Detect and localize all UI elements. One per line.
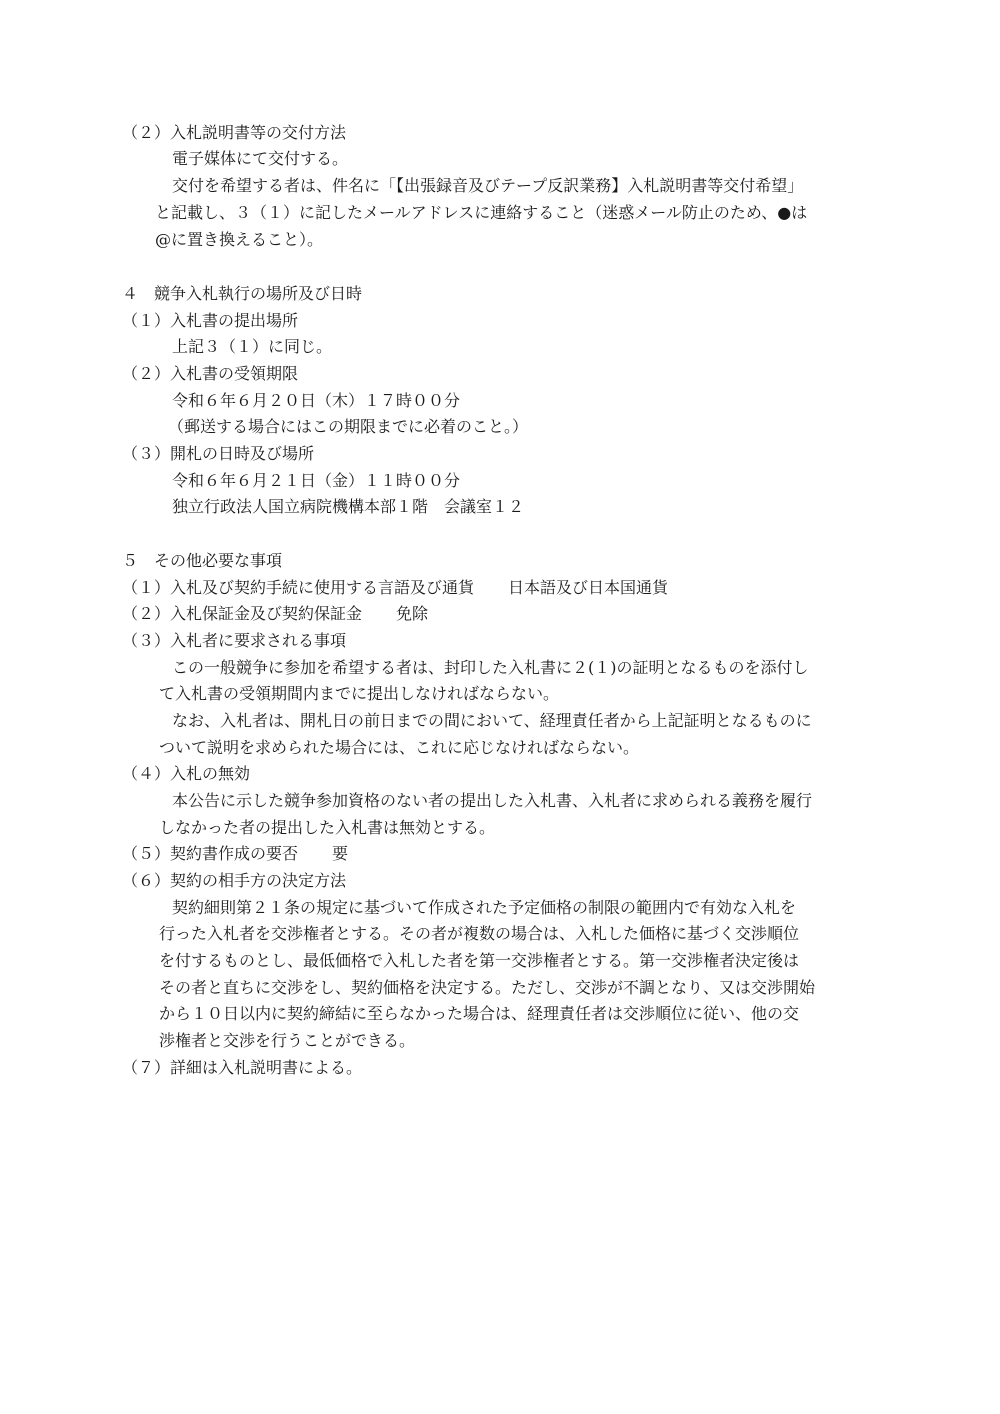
section-3-2-paragraph: @に置き換えること）。 bbox=[155, 230, 324, 249]
section-3-2-paragraph: 交付を希望する者は、件名に「【出張録音及びテープ反訳業務】入札説明書等交付希望」 bbox=[172, 176, 804, 195]
section-5-5-row bbox=[122, 841, 348, 867]
section-5-5-label: （５）契約書作成の要否 bbox=[122, 844, 299, 863]
section-5-6-paragraph: から１０日以内に契約締結に至らなかった場合は、経理責任者は交渉順位に従い、他の交 bbox=[159, 1004, 800, 1023]
section-5-6-paragraph: その者と直ちに交渉をし、契約価格を決定する。ただし、交渉が不調となり、又は交渉開始 bbox=[159, 978, 816, 997]
section-3-2-heading: （２）入札説明書等の交付方法 bbox=[122, 123, 347, 142]
section-5-6-heading: （６）契約の相手方の決定方法 bbox=[122, 871, 347, 890]
section-5-6-paragraph: を付するものとし、最低価格で入札した者を第一交渉権者とする。第一交渉権者決定後は bbox=[159, 951, 800, 970]
section-5-6-paragraph: 渉権者と交渉を行うことができる。 bbox=[159, 1031, 416, 1050]
section-5-3-paragraph: て入札書の受領期間内までに提出しなければならない。 bbox=[159, 684, 560, 703]
section-5-7-text: （７）詳細は入札説明書による。 bbox=[122, 1058, 363, 1077]
section-5-3-heading: （３）入札者に要求される事項 bbox=[122, 631, 347, 650]
section-5-4-paragraph: しなかった者の提出した入札書は無効とする。 bbox=[159, 818, 496, 837]
section-4-2-note: （郵送する場合にはこの期限までに必着のこと。） bbox=[168, 417, 529, 436]
section-5-3-paragraph: ついて説明を求められた場合には、これに応じなければならない。 bbox=[159, 738, 640, 757]
section-5-3-paragraph: なお、入札者は、開札日の前日までの間において、経理責任者から上記証明となるものに bbox=[172, 711, 812, 730]
section-5-1-value: 日本語及び日本国通貨 bbox=[508, 578, 669, 597]
section-5-2-value: 免除 bbox=[396, 604, 429, 623]
section-4-heading: ４ 競争入札執行の場所及び日時 bbox=[122, 284, 363, 303]
section-5-3-paragraph: この一般競争に参加を希望する者は、封印した入札書に２(１)の証明となるものを添付し bbox=[172, 658, 809, 677]
section-5-5-value: 要 bbox=[332, 844, 349, 863]
section-4-3-heading: （３）開札の日時及び場所 bbox=[122, 444, 315, 463]
section-3-2-paragraph: 電子媒体にて交付する。 bbox=[172, 149, 349, 168]
section-5-2-row bbox=[122, 601, 428, 627]
section-4-1-heading: （１）入札書の提出場所 bbox=[122, 311, 299, 330]
section-5-1-label: （１）入札及び契約手続に使用する言語及び通貨 bbox=[122, 578, 475, 597]
section-4-3-datetime: 令和６年６月２１日（金）１１時００分 bbox=[172, 471, 461, 490]
section-5-4-heading: （４）入札の無効 bbox=[122, 764, 251, 783]
section-4-2-deadline: 令和６年６月２０日（木）１７時００分 bbox=[172, 391, 461, 410]
section-5-6-paragraph: 契約細則第２１条の規定に基づいて作成された予定価格の制限の範囲内で有効な入札を bbox=[172, 898, 797, 917]
section-5-1-row bbox=[122, 575, 668, 601]
section-4-2-heading: （２）入札書の受領期限 bbox=[122, 364, 299, 383]
section-4-3-place: 独立行政法人国立病院機構本部１階 会議室１２ bbox=[172, 497, 525, 516]
section-4-1-text: 上記３（１）に同じ。 bbox=[172, 337, 333, 356]
section-5-6-paragraph: 行った入札者を交渉権者とする。その者が複数の場合は、入札した価格に基づく交渉順位 bbox=[159, 924, 800, 943]
section-5-2-label: （２）入札保証金及び契約保証金 bbox=[122, 604, 363, 623]
section-5-4-paragraph: 本公告に示した競争参加資格のない者の提出した入札書、入札者に求められる義務を履行 bbox=[172, 791, 813, 810]
section-5-heading: ５ その他必要な事項 bbox=[122, 551, 283, 570]
section-3-2-paragraph: と記載し、３（１）に記したメールアドレスに連絡すること（迷惑メール防止のため、●は bbox=[155, 203, 808, 222]
